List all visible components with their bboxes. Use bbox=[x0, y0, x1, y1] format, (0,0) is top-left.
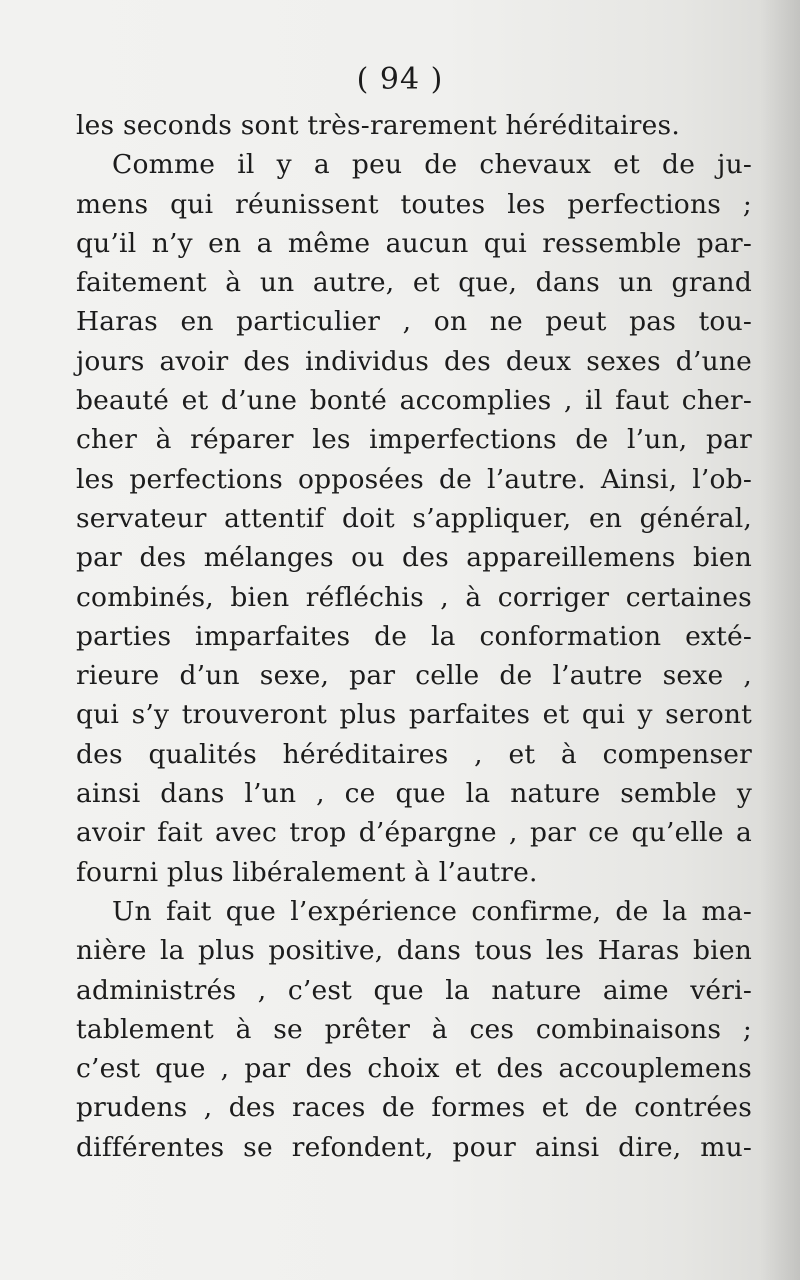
text-line: c’est que , par des choix et des accouplemens bbox=[76, 1053, 752, 1085]
page-edge-shadow bbox=[760, 0, 800, 1280]
text-line: différentes se refondent, pour ainsi dire, mu- bbox=[76, 1131, 752, 1163]
text-line: cher à réparer les imperfections de l’un, par bbox=[76, 424, 752, 456]
text-line: mens qui réunissent toutes les perfections ; bbox=[76, 188, 752, 220]
text-line: fourni plus libéralement à l’autre. bbox=[76, 856, 538, 888]
text-line: combinés, bien réfléchis , à corriger certaines bbox=[76, 581, 752, 613]
text-line: tablement à se prêter à ces combinaisons ; bbox=[76, 1013, 752, 1045]
text-line: qu’il n’y en a même aucun qui ressemble par- bbox=[76, 227, 752, 259]
text-line: par des mélanges ou des appareillemens bien bbox=[76, 542, 752, 574]
text-line: nière la plus positive, dans tous les Haras bien bbox=[76, 935, 752, 967]
text-line: Comme il y a peu de chevaux et de ju- bbox=[112, 149, 752, 181]
text-line: parties imparfaites de la conformation exté- bbox=[76, 620, 752, 652]
text-line: avoir fait avec trop d’épargne , par ce qu’elle a bbox=[76, 817, 752, 849]
text-line: les perfections opposées de l’autre. Ainsi, l’ob- bbox=[76, 463, 752, 495]
text-line: beauté et d’une bonté accomplies , il faut cher- bbox=[76, 385, 752, 417]
body-text bbox=[76, 106, 752, 1167]
text-line: servateur attentif doit s’appliquer, en général, bbox=[76, 502, 752, 534]
page-number: ( 94 ) bbox=[356, 62, 444, 97]
text-line: ainsi dans l’un , ce que la nature semble y bbox=[76, 778, 752, 810]
text-line: faitement à un autre, et que, dans un grand bbox=[76, 267, 752, 299]
text-line: qui s’y trouveront plus parfaites et qui y seront bbox=[76, 699, 752, 731]
text-line: des qualités héréditaires , et à compenser bbox=[76, 738, 752, 770]
text-line: Haras en particulier , on ne peut pas tou- bbox=[76, 306, 752, 338]
text-line: les seconds sont très-rarement héréditaires. bbox=[76, 110, 680, 141]
text-line: Un fait que l’expérience confirme, de la ma- bbox=[112, 895, 752, 927]
text-line: rieure d’un sexe, par celle de l’autre sexe , bbox=[76, 660, 752, 692]
text-line: administrés , c’est que la nature aime véri- bbox=[76, 974, 752, 1006]
text-line: jours avoir des individus des deux sexes d’une bbox=[76, 345, 752, 377]
text-line: prudens , des races de formes et de contrées bbox=[76, 1092, 752, 1124]
